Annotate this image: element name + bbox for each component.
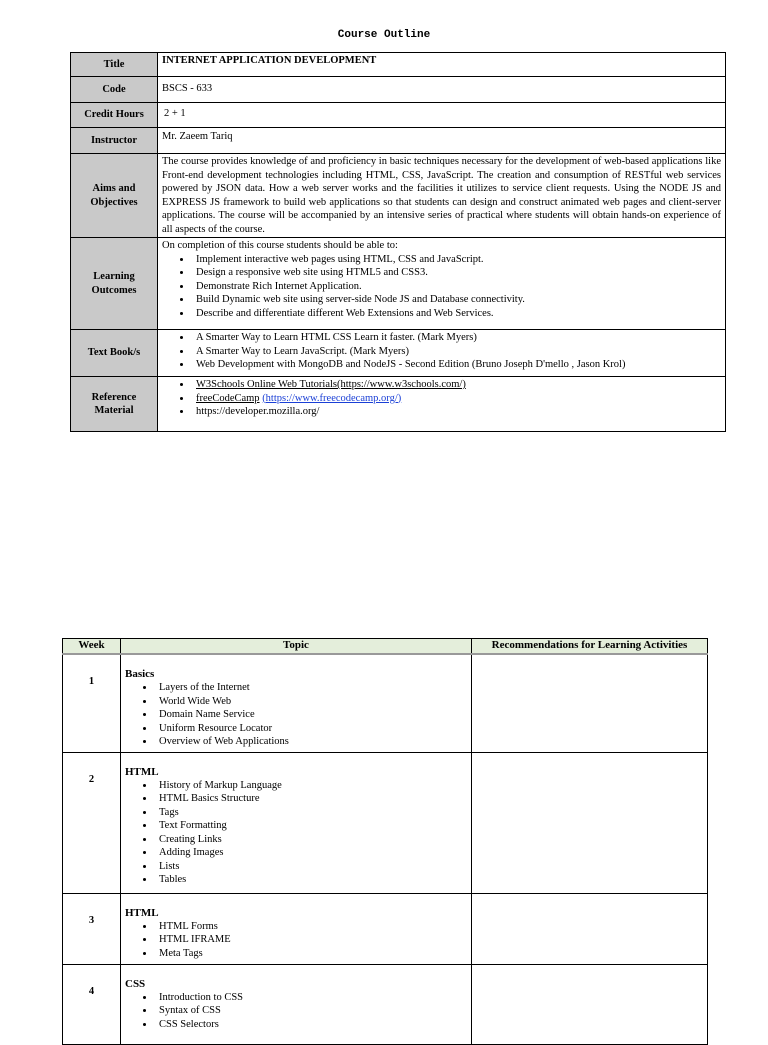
topic-list bbox=[125, 920, 467, 961]
week-number: 1 bbox=[63, 654, 121, 752]
aims-row bbox=[71, 154, 726, 238]
topic-list bbox=[125, 991, 467, 1032]
list-item: • Layers of the Internet bbox=[155, 681, 467, 695]
outcomes-row bbox=[71, 238, 726, 330]
topic-cell bbox=[121, 893, 472, 964]
recommendations-cell bbox=[472, 893, 708, 964]
list-item: • Text Formatting bbox=[155, 819, 467, 833]
topic-list bbox=[125, 681, 467, 749]
aims-value: The course provides knowledge of and proficiency in basic techniques necessary for the development of web-based applications like Front-end development technologies including HTML, CSS, JavaScript. The creation and consumption of RESTful web services powered by JSON data. How a web server works and the facilities it utilizes to service client requests. Using the NODE JS and EXPRESS JS framework to build web applications so that students can design and construct animated web pages and client-server applications. The course will be accompanied by an intensive series of practical where students will obtain hands-on experience of all aspects of the course. bbox=[158, 154, 726, 238]
list-item: • HTML IFRAME bbox=[155, 933, 467, 947]
list-item: • HTML Basics Structure bbox=[155, 792, 467, 806]
list-item: • Web Development with MongoDB and NodeJS - Second Edition (Bruno Joseph D'mello , Jason Krol) bbox=[192, 358, 721, 372]
list-item: • Syntax of CSS bbox=[155, 1004, 467, 1018]
references-list bbox=[162, 378, 721, 419]
list-item: • Adding Images bbox=[155, 846, 467, 860]
list-item: • A Smarter Way to Learn HTML CSS Learn it faster. (Mark Myers) bbox=[192, 331, 721, 345]
list-item: • Uniform Resource Locator bbox=[155, 722, 467, 736]
week-number: 2 bbox=[63, 752, 121, 893]
list-item: • Design a responsive web site using HTML5 and CSS3. bbox=[192, 266, 721, 280]
references-value bbox=[158, 377, 726, 432]
list-item: • HTML Forms bbox=[155, 920, 467, 934]
title-label: Title bbox=[71, 53, 158, 77]
list-item: • Describe and differentiate different Web Extensions and Web Services. bbox=[192, 307, 721, 321]
week-number: 4 bbox=[63, 964, 121, 1044]
schedule-header-row bbox=[63, 639, 708, 655]
topic-heading: HTML bbox=[125, 906, 159, 919]
list-item bbox=[192, 392, 721, 406]
topic-heading: HTML bbox=[125, 765, 159, 778]
outcomes-value bbox=[158, 238, 726, 330]
topic-cell bbox=[121, 964, 472, 1044]
instructor-value: Mr. Zaeem Tariq bbox=[158, 128, 726, 154]
list-item: • Implement interactive web pages using HTML, CSS and JavaScript. bbox=[192, 253, 721, 267]
recommendations-cell bbox=[472, 752, 708, 893]
list-item: • Tags bbox=[155, 806, 467, 820]
freecodecamp-url-link[interactable]: (https://www.freecodecamp.org/) bbox=[262, 392, 402, 404]
list-item: • A Smarter Way to Learn JavaScript. (Mark Myers) bbox=[192, 345, 721, 359]
recommendations-header: Recommendations for Learning Activities bbox=[472, 639, 708, 655]
course-outline-table bbox=[70, 52, 726, 432]
instructor-row bbox=[71, 128, 726, 154]
topic-header: Topic bbox=[121, 639, 472, 655]
table-row bbox=[63, 752, 708, 893]
freecodecamp-link[interactable]: freeCodeCamp bbox=[196, 392, 260, 404]
topic-list bbox=[125, 779, 467, 887]
code-value: BSCS - 633 bbox=[158, 77, 726, 103]
document-title: Course Outline bbox=[337, 29, 431, 41]
instructor-label: Instructor bbox=[71, 128, 158, 154]
outcomes-list bbox=[162, 253, 721, 321]
topic-cell bbox=[121, 752, 472, 893]
title-row bbox=[71, 53, 726, 77]
week-header: Week bbox=[63, 639, 121, 655]
references-label: Reference Material bbox=[71, 377, 158, 432]
list-item: • Overview of Web Applications bbox=[155, 735, 467, 749]
list-item: • Introduction to CSS bbox=[155, 991, 467, 1005]
list-item: • History of Markup Language bbox=[155, 779, 467, 793]
recommendations-cell bbox=[472, 964, 708, 1044]
code-label: Code bbox=[71, 77, 158, 103]
list-item: • World Wide Web bbox=[155, 695, 467, 709]
credit-hours-value: 2 + 1 bbox=[158, 103, 726, 128]
list-item: • https://developer.mozilla.org/ bbox=[192, 405, 721, 419]
list-item: • Build Dynamic web site using server-side Node JS and Database connectivity. bbox=[192, 293, 721, 307]
textbooks-label: Text Book/s bbox=[71, 330, 158, 377]
recommendations-cell bbox=[472, 654, 708, 752]
topic-cell bbox=[121, 654, 472, 752]
aims-label: Aims and Objectives bbox=[71, 154, 158, 238]
title-value: INTERNET APPLICATION DEVELOPMENT bbox=[158, 53, 726, 77]
outcomes-label: Learning Outcomes bbox=[71, 238, 158, 330]
references-row bbox=[71, 377, 726, 432]
list-item: • Lists bbox=[155, 860, 467, 874]
list-item: • Meta Tags bbox=[155, 947, 467, 961]
week-number: 3 bbox=[63, 893, 121, 964]
textbooks-list bbox=[162, 331, 721, 372]
table-row bbox=[63, 654, 708, 752]
credit-hours-label: Credit Hours bbox=[71, 103, 158, 128]
outcomes-intro: On completion of this course students should be able to: bbox=[162, 240, 398, 251]
list-item: • Demonstrate Rich Internet Application. bbox=[192, 280, 721, 294]
credit-hours-row bbox=[71, 103, 726, 128]
code-row bbox=[71, 77, 726, 103]
topic-heading: CSS bbox=[125, 977, 146, 990]
textbooks-value bbox=[158, 330, 726, 377]
topic-heading: Basics bbox=[125, 668, 155, 680]
list-item: • CSS Selectors bbox=[155, 1018, 467, 1032]
textbooks-row bbox=[71, 330, 726, 377]
table-row bbox=[63, 964, 708, 1044]
list-item: • Creating Links bbox=[155, 833, 467, 847]
weekly-schedule-table bbox=[62, 638, 708, 1045]
list-item: • Tables bbox=[155, 873, 467, 887]
table-row bbox=[63, 893, 708, 964]
w3schools-link[interactable]: W3Schools Online Web Tutorials(https://www.w3schools.com/) bbox=[196, 379, 466, 390]
list-item bbox=[192, 378, 721, 392]
list-item: • Domain Name Service bbox=[155, 708, 467, 722]
